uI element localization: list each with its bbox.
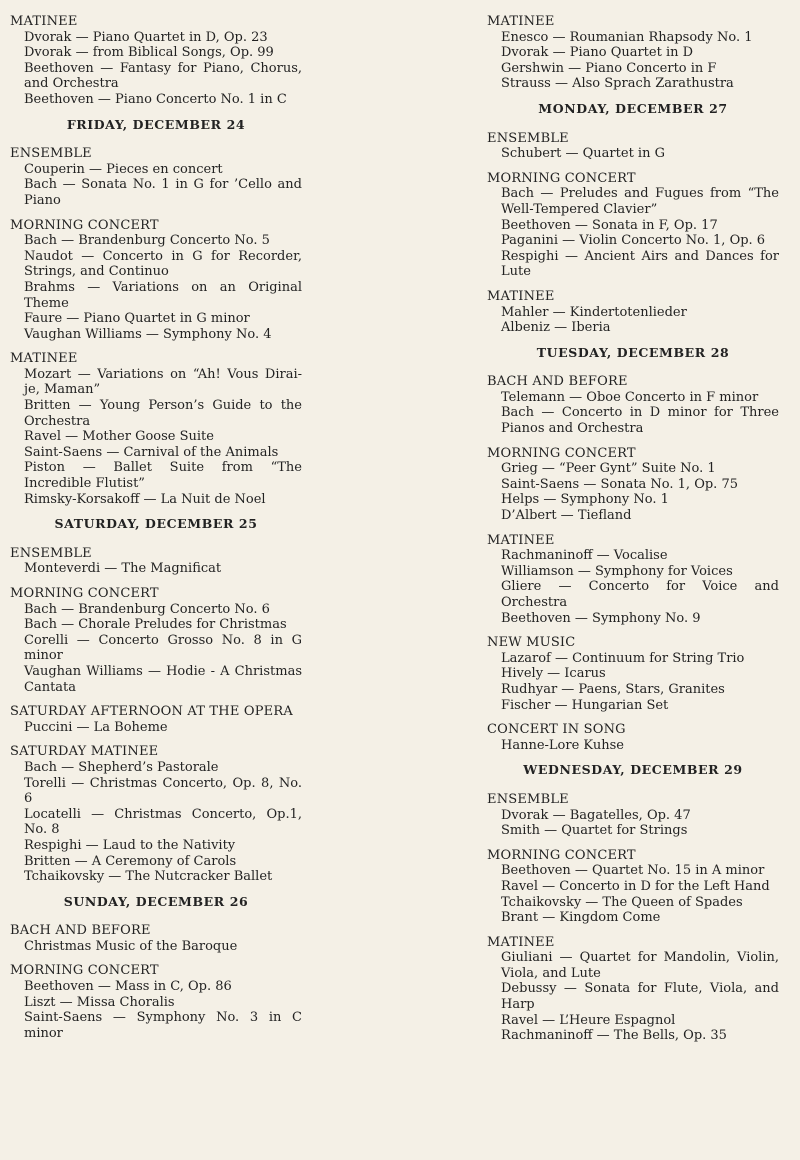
program-item: Britten — Young Person’s Guide to the Orchestra [24, 398, 302, 429]
program-item: Bach — Concerto in D minor for Three Pianos and Orchestra [501, 405, 779, 437]
program-item: Rachmaninoff — Vocalise [501, 548, 668, 564]
program-item: Ravel — L’Heure Espagnol [501, 1012, 676, 1028]
program-item: Bach — Brandenburg Concerto No. 5 [24, 233, 270, 249]
program-item: Bach — Chorale Preludes for Christmas [24, 617, 287, 633]
section-title: MORNING CONCERT [10, 217, 159, 233]
program-item: Dvorak — Piano Quartet in D [501, 45, 694, 61]
program-item: Lazarof — Continuum for String Trio [501, 650, 745, 666]
program-section [487, 848, 779, 926]
section-title: ENSEMBLE [487, 130, 569, 146]
program-item: Bach — Sonata No. 1 in G for ’Cello and Piano [24, 177, 302, 208]
program-section [10, 744, 302, 884]
section-title: MATINEE [487, 288, 555, 304]
section-title: NEW MUSIC [487, 635, 576, 651]
program-section [487, 533, 779, 627]
section-title: SATURDAY AFTERNOON AT THE OPERA [10, 704, 293, 720]
section-title: MATINEE [10, 351, 78, 367]
program-item: Ravel — Mother Goose Suite [24, 429, 214, 445]
section-title: BACH AND BEFORE [487, 374, 628, 390]
section-title: MATINEE [487, 532, 555, 548]
program-item: Beethoven — Symphony No. 9 [501, 610, 701, 626]
program-item: Albeniz — Iberia [501, 320, 611, 336]
program-item: Tchaikovsky — The Queen of Spades [501, 894, 743, 910]
section-title: MORNING CONCERT [487, 445, 636, 461]
program-item: Puccini — La Boheme [24, 719, 168, 735]
program-item: Vaughan Williams — Hodie - A Christmas Cantata [24, 663, 302, 695]
program-item: Liszt — Missa Choralis [24, 994, 175, 1010]
program-section [487, 792, 779, 839]
program-item: Saint-Saens — Sonata No. 1, Op. 75 [501, 476, 738, 492]
program-section [10, 14, 302, 108]
program-item: Beethoven — Mass in C, Op. 86 [24, 979, 232, 995]
program-item: Torelli — Christmas Concerto, Op. 8, No. 6 [24, 775, 302, 807]
program-section [10, 351, 302, 507]
program-section [487, 289, 779, 336]
section-title: BACH AND BEFORE [10, 923, 151, 939]
program-item: Dvorak — from Biblical Songs, Op. 99 [24, 45, 274, 61]
program-item: Piston — Ballet Suite from “The Incredible Flutist” [24, 460, 302, 492]
right-column [487, 14, 779, 1053]
program-item: Paganini — Violin Concerto No. 1, Op. 6 [501, 233, 766, 249]
program-item: Dvorak — Piano Quartet in D, Op. 23 [24, 29, 268, 45]
program-item: Naudot — Concerto in G for Recorder, Strings, and Continuo [24, 248, 302, 280]
program-item: Hanne-Lore Kuhse [501, 737, 624, 753]
program-item: Locatelli — Christmas Concerto, Op.1, No. 8 [24, 806, 302, 838]
program-section [10, 218, 302, 343]
program-item: Smith — Quartet for Strings [501, 823, 688, 839]
section-title: SATURDAY MATINEE [10, 744, 159, 760]
section-title: MORNING CONCERT [10, 963, 159, 979]
program-item: Debussy — Sonata for Flute, Viola, and Harp [501, 981, 779, 1013]
program-section [487, 446, 779, 524]
day-header: WEDNESDAY, DECEMBER 29 [523, 762, 743, 778]
program-item: Vaughan Williams — Symphony No. 4 [24, 326, 272, 342]
section-title: CONCERT IN SONG [487, 722, 626, 738]
program-item: Respighi — Ancient Airs and Dances for Lute [501, 248, 779, 280]
program-item: Williamson — Symphony for Voices [501, 563, 733, 579]
program-item: Brahms — Variations on an Original Theme [24, 279, 302, 311]
program-section [487, 935, 779, 1044]
program-item: Faure — Piano Quartet in G minor [24, 311, 250, 327]
program-item: Beethoven — Quartet No. 15 in A minor [501, 863, 765, 879]
section-title: MORNING CONCERT [10, 586, 159, 601]
day-header: FRIDAY, DECEMBER 24 [66, 116, 246, 132]
program-item: Couperin — Pieces en concert [24, 161, 223, 177]
program-section [10, 546, 302, 577]
program-section [487, 722, 779, 753]
section-title: MATINEE [487, 14, 555, 29]
program-item: Rimsky-Korsakoff — La Nuit de Noel [24, 491, 266, 507]
program-item: Strauss — Also Sprach Zarathustra [501, 76, 734, 92]
day-header: SUNDAY, DECEMBER 26 [63, 893, 249, 909]
program-section [10, 704, 302, 735]
left-column [10, 14, 302, 1050]
program-item: Saint-Saens — Symphony No. 3 in C minor [24, 1010, 302, 1041]
section-title: MATINEE [487, 934, 555, 950]
program-item: Saint-Saens — Carnival of the Animals [24, 444, 279, 460]
program-item: Monteverdi — The Magnificat [24, 561, 222, 577]
day-header: SATURDAY, DECEMBER 25 [54, 516, 258, 532]
program-item: Gliere — Concerto for Voice and Orchestra [501, 579, 779, 610]
program-item: Rachmaninoff — The Bells, Op. 35 [501, 1028, 727, 1044]
program-item: Ravel — Concerto in D for the Left Hand [501, 878, 770, 894]
program-item: Beethoven — Sonata in F, Op. 17 [501, 217, 718, 233]
program-item: Grieg — “Peer Gynt” Suite No. 1 [501, 461, 716, 477]
program-item: Mahler — Kindertotenlieder [501, 304, 687, 320]
program-item: Giuliani — Quartet for Mandolin, Violin, Viola, and Lute [501, 950, 779, 981]
program-item: Christmas Music of the Baroque [24, 938, 238, 954]
section-title: MATINEE [10, 14, 78, 29]
program-section [10, 146, 302, 208]
section-title: MORNING CONCERT [487, 847, 636, 863]
program-item: Bach — Shepherd’s Pastorale [24, 759, 219, 775]
day-header: MONDAY, DECEMBER 27 [538, 100, 728, 116]
section-title: ENSEMBLE [487, 791, 569, 807]
program-item: Corelli — Concerto Grosso No. 8 in G minor [24, 632, 302, 664]
program-section [487, 635, 779, 713]
section-title: ENSEMBLE [10, 545, 92, 561]
program-section [487, 131, 779, 162]
section-title: ENSEMBLE [10, 146, 92, 162]
program-item: Helps — Symphony No. 1 [501, 492, 669, 508]
program-section [487, 374, 779, 436]
program-item: Hively — Icarus [501, 666, 606, 682]
program-item: Schubert — Quartet in G [501, 146, 665, 162]
program-item: Bach — Preludes and Fugues from “The Well-Tempered Clavier” [501, 186, 779, 217]
program-section [10, 923, 302, 954]
program-section [487, 171, 779, 280]
program-section [10, 963, 302, 1041]
day-header: TUESDAY, DECEMBER 28 [536, 344, 730, 360]
program-item: Beethoven — Piano Concerto No. 1 in C [24, 91, 287, 107]
program-item: Gershwin — Piano Concerto in F [501, 60, 717, 76]
program-item: Telemann — Oboe Concerto in F minor [501, 389, 759, 405]
program-item: Dvorak — Bagatelles, Op. 47 [501, 807, 691, 823]
program-item: Enesco — Roumanian Rhapsody No. 1 [501, 29, 753, 45]
program-item: Tchaikovsky — The Nutcracker Ballet [24, 869, 273, 885]
program-item: Britten — A Ceremony of Carols [24, 853, 237, 869]
program-item: Fischer — Hungarian Set [501, 697, 669, 713]
section-title: MORNING CONCERT [487, 170, 636, 186]
program-item: Mozart — Variations on “Ah! Vous Dirai-je, Maman” [24, 366, 302, 398]
program-item: Rudhyar — Paens, Stars, Granites [501, 681, 725, 697]
program-section [487, 14, 779, 92]
program-item: Brant — Kingdom Come [501, 910, 661, 926]
program-item: Bach — Brandenburg Concerto No. 6 [24, 601, 270, 617]
program-item: Beethoven — Fantasy for Piano, Chorus, and Orchestra [24, 60, 302, 92]
program-item: Respighi — Laud to the Nativity [24, 837, 236, 853]
program-section [10, 586, 302, 695]
program-item: D’Albert — Tiefland [501, 508, 632, 524]
